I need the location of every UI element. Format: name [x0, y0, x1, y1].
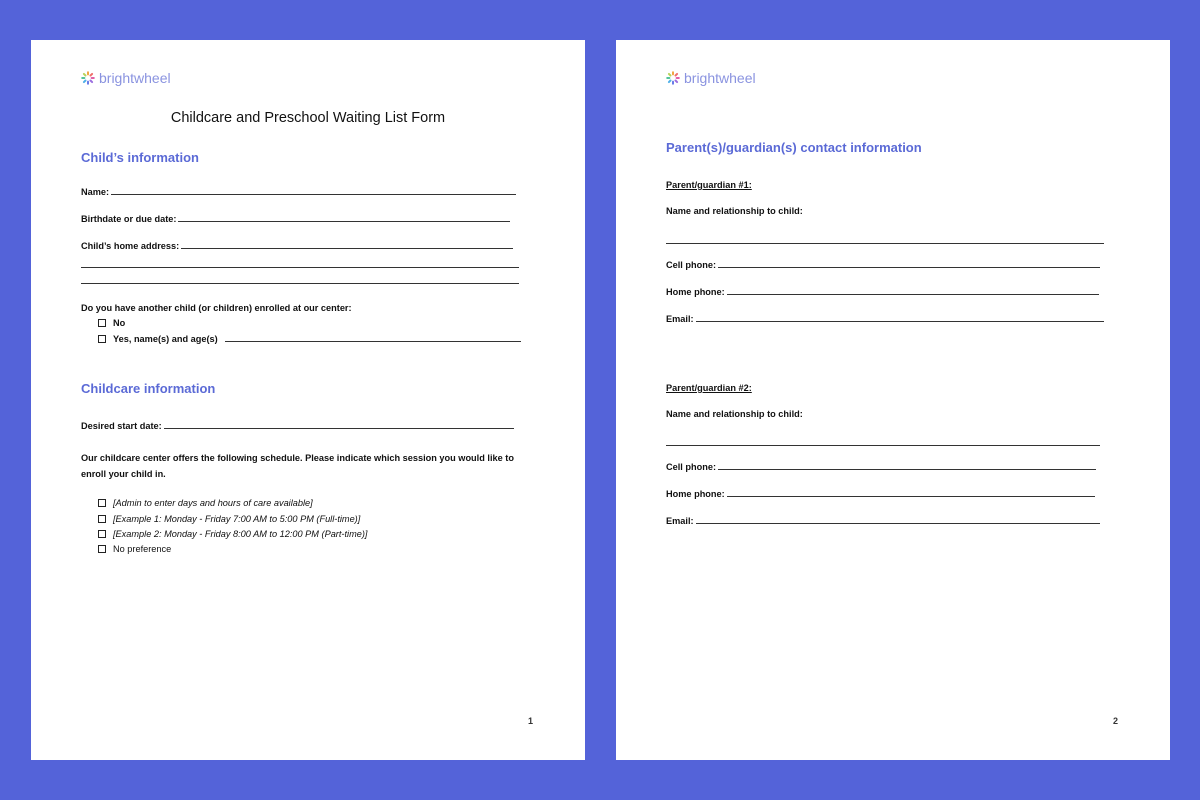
- checkbox-no[interactable]: [98, 319, 106, 327]
- page-number: 2: [1113, 716, 1119, 726]
- guardian-2-home-row: Home phone:: [666, 489, 1095, 499]
- brand-name: brightwheel: [99, 70, 171, 86]
- address-input-line-3[interactable]: [81, 283, 519, 284]
- page-number: 1: [528, 716, 534, 726]
- checkbox-schedule-admin[interactable]: [98, 499, 106, 507]
- guardian-2-email-row: Email:: [666, 516, 1100, 526]
- guardian-2-email-input-line[interactable]: [696, 522, 1100, 524]
- sibling-names-input-line[interactable]: [225, 340, 521, 342]
- name-label: Name:: [81, 187, 110, 197]
- name-field-row: [81, 187, 516, 197]
- address-input-line-2[interactable]: [81, 267, 519, 268]
- start-date-field-row: [81, 421, 514, 431]
- sibling-question: Do you have another child (or children) enrolled at our center:: [81, 303, 352, 313]
- option-no-row[interactable]: [98, 318, 125, 328]
- birthdate-input-line[interactable]: [178, 220, 510, 222]
- checkbox-schedule-full-time[interactable]: [98, 515, 106, 523]
- guardian-2-relationship-input-line[interactable]: [666, 445, 1100, 446]
- schedule-option-full-time[interactable]: [Example 1: Monday - Friday 7:00 AM to 5:00 PM (Full-time)]: [98, 514, 360, 524]
- guardian-2-cell-row: Cell phone:: [666, 462, 1096, 472]
- address-input-line[interactable]: [181, 247, 513, 249]
- address-label: Child’s home address:: [81, 241, 180, 251]
- schedule-option-admin[interactable]: [Admin to enter days and hours of care available]: [98, 498, 313, 508]
- schedule-instructions: Our childcare center offers the following schedule. Please indicate which session you would like to enroll your child in.: [81, 453, 514, 479]
- checkbox-no-preference[interactable]: [98, 545, 106, 553]
- sun-burst-icon: [666, 71, 680, 85]
- guardian-1-title: Parent/guardian #1:: [666, 180, 752, 190]
- guardian-1-cell-row: Cell phone:: [666, 260, 1100, 270]
- childcare-info-heading: Childcare information: [81, 381, 216, 396]
- form-title: Childcare and Preschool Waiting List Form: [170, 110, 446, 126]
- option-no-label: No: [113, 318, 126, 328]
- child-info-heading: Child’s information: [81, 150, 199, 165]
- guardian-1-cell-input-line[interactable]: [718, 266, 1100, 268]
- guardian-2-home-input-line[interactable]: [727, 495, 1095, 497]
- checkbox-yes[interactable]: [98, 335, 106, 343]
- schedule-option-no-preference[interactable]: No preference: [98, 544, 171, 554]
- name-input-line[interactable]: [111, 193, 516, 195]
- guardian-1-email-row: Email:: [666, 314, 1104, 324]
- form-page-1: [31, 40, 585, 760]
- checkbox-schedule-part-time[interactable]: [98, 530, 106, 538]
- guardian-2-relationship-row: Name and relationship to child:: [666, 409, 803, 419]
- start-date-label: Desired start date:: [81, 421, 162, 431]
- guardian-1-home-input-line[interactable]: [727, 293, 1099, 295]
- birthdate-label: Birthdate or due date:: [81, 214, 177, 224]
- start-date-input-line[interactable]: [164, 427, 514, 429]
- guardian-1-relationship-input-line[interactable]: [666, 243, 1104, 244]
- guardian-2-cell-input-line[interactable]: [718, 468, 1096, 470]
- guardian-1-relationship-row: Name and relationship to child:: [666, 206, 803, 216]
- address-field-row: [81, 241, 513, 251]
- schedule-option-part-time[interactable]: [Example 2: Monday - Friday 8:00 AM to 12:00 PM (Part-time)]: [98, 529, 367, 539]
- guardian-1-home-row: Home phone:: [666, 287, 1099, 297]
- brand-name: brightwheel: [684, 70, 756, 86]
- guardian-1-email-input-line[interactable]: [696, 320, 1104, 322]
- option-yes-label: Yes, name(s) and age(s): [113, 334, 218, 344]
- form-page-2: [616, 40, 1170, 760]
- brightwheel-logo: [81, 70, 171, 86]
- birthdate-field-row: [81, 214, 510, 224]
- guardian-2-title: Parent/guardian #2:: [666, 383, 752, 393]
- brightwheel-logo: [666, 70, 756, 86]
- option-yes-row[interactable]: [98, 334, 521, 344]
- sun-burst-icon: [81, 71, 95, 85]
- guardian-contact-heading: Parent(s)/guardian(s) contact information: [666, 140, 922, 155]
